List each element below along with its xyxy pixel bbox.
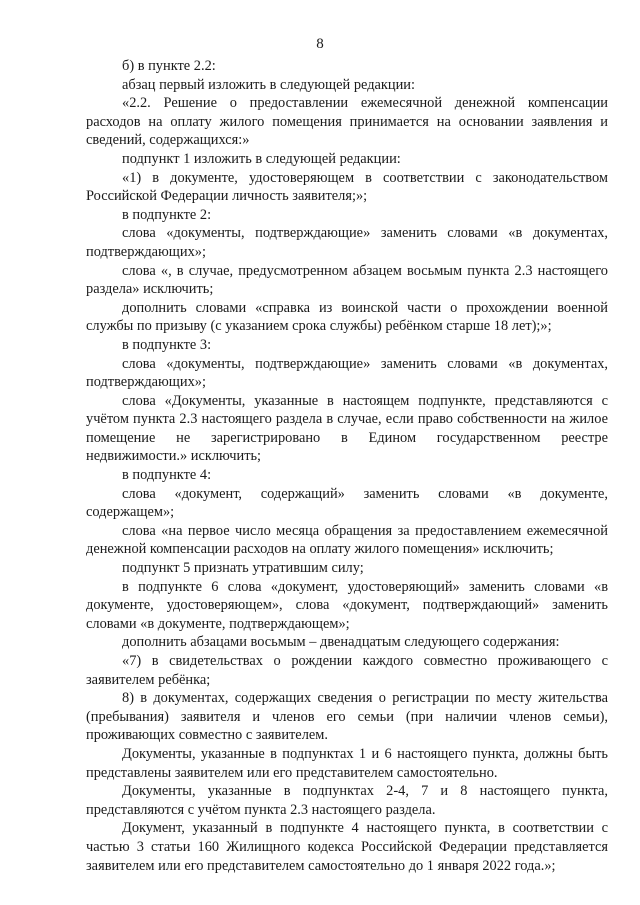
paragraph: слова «, в случае, предусмотренном абзацем восьмым пункта 2.3 настоящего раздела» исключить; [86,262,608,298]
paragraph: абзац первый изложить в следующей редакции: [122,76,416,93]
page-number: 8 [316,36,324,52]
paragraph: слова «на первое число месяца обращения за предоставлением ежемесячной денежной компенсации расходов на оплату жилого помещения» исключить; [86,522,608,558]
paragraph: Документ, указанный в подпункте 4 настоящего пункта, в соответствии с частью 3 статьи 160 Жилищного кодекса Российской Федерации представляется заявителем или его представителем самостоятельно до 1 января 2022 года.»; [86,820,608,874]
paragraph: в подпункте 2: [122,206,212,223]
paragraph: б) в пункте 2.2: [122,58,216,74]
paragraph: слова «Документы, указанные в настоящем подпункте, представляются с учётом пункта 2.3 настоящего раздела в случае, если право собственности на жилое помещение не зарегистрировано в Едином государственном реестре недвижимости.» исключить; [86,392,608,465]
paragraph: дополнить словами «справка из воинской части о прохождении военной службы по призыву (с указанием срока службы) ребёнком старше 18 лет);»; [86,299,608,335]
paragraph: слова «документ, содержащий» заменить словами «в документе, содержащем»; [86,485,608,521]
paragraph: «7) в свидетельствах о рождении каждого совместно проживающего с заявителем ребёнка; [86,653,608,688]
paragraph: 8) в документах, содержащих сведения о регистрации по месту жительства (пребывания) заявителя и членов его семьи (при наличии членов семьи), проживающих совместно с заявителем. [86,690,608,744]
paragraph: в подпункте 6 слова «документ, удостоверяющий» заменить словами «в документе, удостоверяющем», слова «документ, подтверждающий» заменить словами «в документе, подтверждающем»; [86,578,608,632]
paragraph: подпункт 5 признать утратившим силу; [122,560,364,577]
paragraph: Документы, указанные в подпунктах 2-4, 7 и 8 настоящего пункта, представляются с учётом пункта 2.3 настоящего раздела. [86,783,608,818]
paragraph: дополнить абзацами восьмым – двенадцатым следующего содержания: [122,634,560,651]
paragraph: слова «документы, подтверждающие» заменить словами «в документах, подтверждающих»; [86,225,608,260]
paragraph: «2.2. Решение о предоставлении ежемесячной денежной компенсации расходов на оплату жилого помещения принимается на основании заявления и сведений, содержащихся:» [86,95,608,149]
paragraph: «1) в документе, удостоверяющем в соответствии с законодательством Российской Федерации личность заявителя;»; [86,169,608,205]
paragraph: Документы, указанные в подпунктах 1 и 6 настоящего пункта, должны быть представлены заявителем или его представителем самостоятельно. [86,745,608,781]
paragraph: подпункт 1 изложить в следующей редакции: [122,150,401,167]
paragraph: слова «документы, подтверждающие» заменить словами «в документах, подтверждающих»; [86,355,608,391]
paragraph: в подпункте 3: [122,336,212,353]
paragraph: в подпункте 4: [122,467,212,484]
document-body [86,57,608,875]
